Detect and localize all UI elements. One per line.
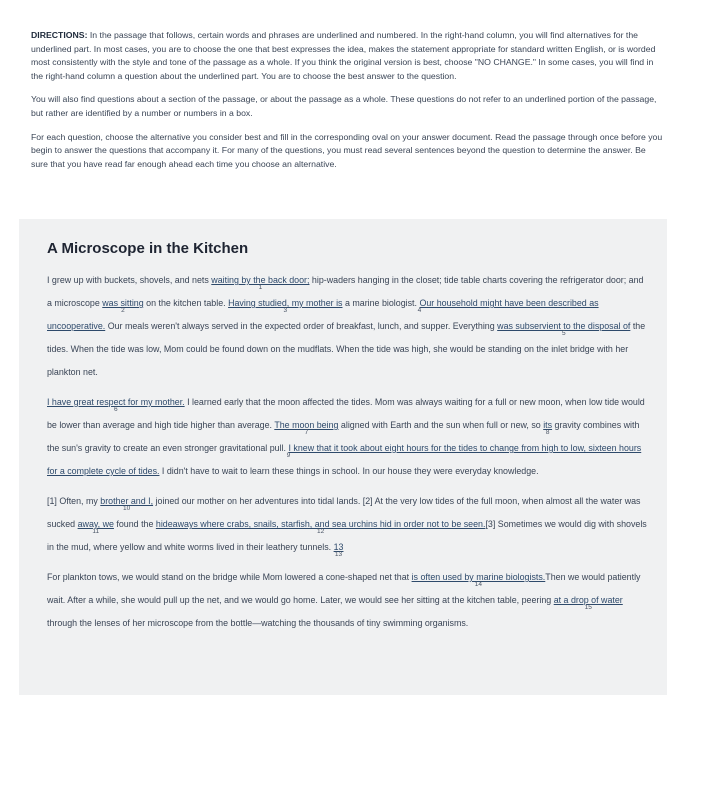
passage-paragraph-3 <box>47 490 647 559</box>
passage-text: the tides. When the tide was low, Mom could be found down on the mudflats. When the tide was high, she would be standing on the inlet bridge with her plankton net. <box>47 321 646 377</box>
passage-text: I learned early that the moon affected the tides. Mom was always waiting for a full or new moon, when low tide would be lower than average and high tide higher than average. <box>47 397 645 430</box>
underlined-item-15[interactable] <box>553 595 623 611</box>
underlined-item-14[interactable] <box>411 572 546 588</box>
passage <box>47 239 647 642</box>
item-number: 11 <box>92 528 100 535</box>
passage-text: hip-waders hanging in the closet; tide table charts covering the refrigerator door; and a microscope <box>47 275 644 308</box>
underlined-text: was subservient to the disposal of <box>497 321 631 331</box>
underlined-text: I knew that it took about eight hours for the tides to change from high to low, sixteen hours for a complete cycle of tides. <box>47 443 642 476</box>
directions-text-1: In the passage that follows, certain words and phrases are underlined and numbered. In the right-hand column, you will find alternatives for the underlined part. In most cases, you are to choose the one that best expresses the idea, makes the statement appropriate for standard written English, or is worded most consistently with the style and tone of the passage as a whole. If you think the original version is best, choose "NO CHANGE." In some cases, you will find in the right-hand column a question about the underlined part. You are to choose the best answer to the question. <box>31 30 656 81</box>
underlined-item-8[interactable] <box>543 420 553 436</box>
item-number: 9 <box>286 452 291 459</box>
boxed-item-13[interactable] <box>333 542 344 558</box>
passage-text: Our meals weren't always served in the expected order of breakfast, lunch, and supper. Everything <box>105 321 498 331</box>
underlined-item-11[interactable] <box>77 519 114 535</box>
underlined-text: Having studied, my mother is <box>228 298 343 308</box>
boxed-number: 13 <box>333 542 344 552</box>
passage-paragraph-4 <box>47 566 647 635</box>
passage-text: I grew up with buckets, shovels, and nets <box>47 275 212 285</box>
directions-label: DIRECTIONS: <box>31 30 88 40</box>
underlined-text: hideaways where crabs, snails, starfish, and sea urchins hid in order not to be seen. <box>155 519 486 529</box>
directions-paragraph-2: You will also find questions about a section of the passage, or about the passage as a whole. These questions do not refer to an underlined portion of the passage, but rather are identified by a number or numbers in a box. <box>31 94 657 118</box>
passage-text: [1] Often, my <box>47 496 101 506</box>
passage-paragraph-2 <box>47 391 647 483</box>
underlined-item-2[interactable] <box>102 298 144 314</box>
item-number: 15 <box>584 604 592 611</box>
underlined-item-6[interactable] <box>47 397 185 413</box>
underlined-text: was sitting <box>102 298 144 308</box>
underlined-item-7[interactable] <box>274 420 339 436</box>
item-number: 1 <box>258 284 263 291</box>
passage-text: For plankton tows, we would stand on the bridge while Mom lowered a cone-shaped net that <box>47 572 412 582</box>
passage-text: gravity combines with the sun's gravity to create an even stronger gravitational pull. <box>47 420 640 453</box>
underlined-item-10[interactable] <box>100 496 154 512</box>
directions-block <box>31 29 663 181</box>
underlined-text: at a drop of water <box>553 595 623 605</box>
item-number: 5 <box>561 330 566 337</box>
passage-text: through the lenses of her microscope from the bottle—watching the thousands of tiny swimming organisms. <box>47 618 469 628</box>
item-number: 3 <box>283 307 288 314</box>
item-number: 13 <box>334 551 343 558</box>
directions-paragraph-3: For each question, choose the alternative you consider best and fill in the corresponding oval on your answer document. Read the passage through once before you begin to answer the questions that accompany it. For many of the questions, you must read several sentences beyond the question to determine the answer. Be sure that you have read far enough ahead each time you choose an alternative. <box>31 131 663 169</box>
passage-text: found the <box>113 519 156 529</box>
underlined-text: brother and I, <box>100 496 154 506</box>
item-number: 7 <box>304 429 309 436</box>
underlined-text: away, we <box>77 519 114 529</box>
item-number: 8 <box>545 429 550 436</box>
passage-text: [3] Sometimes we would dig with shovels in the mud, where yellow and white worms lived in their leathery tunnels. <box>47 519 647 552</box>
underlined-text: is often used by marine biologists. <box>411 572 546 582</box>
underlined-item-3[interactable] <box>228 298 343 314</box>
underlined-text: its <box>543 420 553 430</box>
item-number: 12 <box>317 528 325 535</box>
passage-text: I didn't have to wait to learn these things in school. In our house they were everyday knowledge. <box>159 466 539 476</box>
underlined-text: I have great respect for my mother. <box>47 397 185 407</box>
passage-text: aligned with Earth and the sun when full or new, so <box>338 420 544 430</box>
underlined-text: Our household might have been described as uncooperative. <box>47 298 599 331</box>
item-number: 10 <box>123 505 131 512</box>
item-number: 6 <box>114 406 118 413</box>
passage-text: on the kitchen table. <box>143 298 229 308</box>
passage-paragraph-1 <box>47 269 647 384</box>
underlined-item-5[interactable] <box>497 321 631 337</box>
passage-text: joined our mother on her adventures into tidal lands. [2] At the very low tides of the full moon, when almost all the water was sucked <box>47 496 641 529</box>
underlined-item-1[interactable] <box>211 275 310 291</box>
directions-paragraph-1 <box>31 29 663 83</box>
underlined-item-12[interactable] <box>155 519 486 535</box>
item-number: 2 <box>121 307 125 314</box>
passage-text: Then we would patiently wait. After a while, she would pull up the net, and we would go home. Later, we would see her sitting at the kitchen table, peering <box>47 572 641 605</box>
underlined-text: The moon being <box>274 420 339 430</box>
item-number: 4 <box>417 307 422 314</box>
item-number: 14 <box>474 581 483 588</box>
passage-text: a marine biologist. <box>342 298 420 308</box>
underlined-text: waiting by the back door; <box>211 275 310 285</box>
passage-title: A Microscope in the Kitchen <box>47 240 249 257</box>
